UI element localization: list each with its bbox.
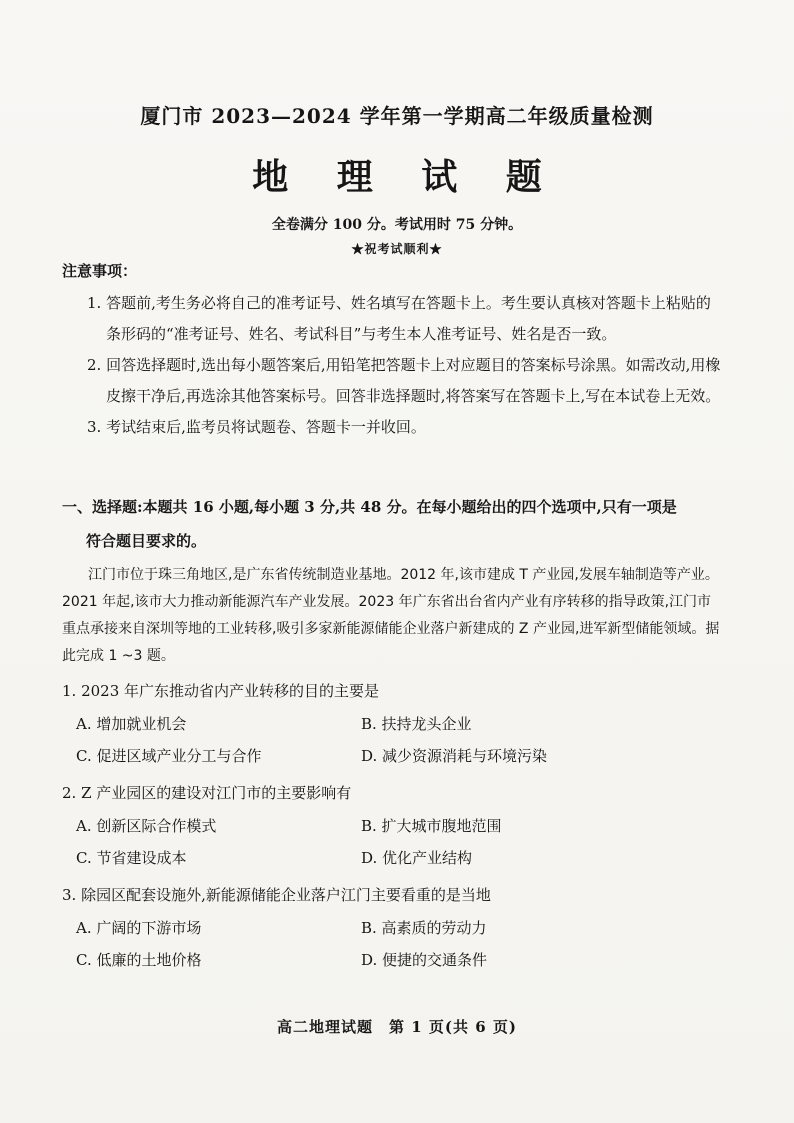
- instruction-item: 2. 回答选择题时,选出每小题答案后,用铅笔把答题卡上对应题目的答案标号涂黑。如需改动,用橡皮擦干净后,再选涂其他答案标号。回答非选择题时,将答案写在答题卡上,写在本试卷上无效。: [87, 356, 721, 405]
- option-a: A. 创新区际合作模式: [76, 817, 217, 835]
- instruction-item: 1. 答题前,考生务必将自己的准考证号、姓名填写在答题卡上。考生要认真核对答题卡上粘贴的条形码的“准考证号、姓名、考试科目”与考生本人准考证号、姓名是否一致。: [87, 294, 711, 343]
- multiple-choice-section: [62, 490, 722, 976]
- instructions-heading: 注意事项：: [62, 262, 138, 280]
- option-a: A. 增加就业机会: [76, 715, 187, 733]
- instruction-item: 3. 考试结束后,监考员将试题卷、答题卡一并收回。: [87, 418, 426, 436]
- question-3: [62, 878, 722, 976]
- reading-passage: 江门市位于珠三角地区,是广东省传统制造业基地。2012 年,该市建成 T 产业园,发展车轴制造等产业。2021 年起,该市大力推动新能源汽车产业发展。2023 年广东省出台省内产业有序转移的指导政策,江门市重点承接来自深圳等地的工业转移,吸引多家新能源储能企业落户新建成的 Z 产业园,进军新型储能领域。据此完成 1 ~3 题。: [62, 567, 720, 664]
- question-stem: 1. 2023 年广东推动省内产业转移的目的主要是: [62, 682, 380, 700]
- subject-title: 地 理 试 题: [252, 156, 560, 198]
- option-d: D. 优化产业结构: [361, 849, 473, 867]
- score-info: 全卷满分 100 分。考试用时 75 分钟。: [271, 217, 523, 233]
- section-heading: [62, 490, 722, 558]
- good-luck-line: ★祝考试顺利★: [351, 242, 443, 256]
- question-options: [62, 708, 722, 772]
- option-d: D. 便捷的交通条件: [361, 951, 488, 969]
- instructions: [62, 258, 722, 443]
- page-footer: 高二地理试题 第 1 页(共 6 页): [277, 1018, 517, 1036]
- section-heading-line2: 符合题目要求的。: [86, 532, 207, 550]
- section-heading-line1: 一、选择题:本题共 16 小题,每小题 3 分,共 48 分。在每小题给出的四个选项中,只有一项是: [62, 498, 677, 516]
- option-c: C. 低廉的土地价格: [76, 951, 202, 969]
- option-d: D. 减少资源消耗与环境污染: [361, 747, 548, 765]
- option-b: B. 高素质的劳动力: [361, 919, 487, 937]
- option-b: B. 扩大城市腹地范围: [361, 817, 502, 835]
- option-c: C. 节省建设成本: [76, 849, 187, 867]
- question-stem: 3. 除园区配套设施外,新能源储能企业落户江门主要看重的是当地: [62, 886, 491, 904]
- question-options: [62, 810, 722, 874]
- question-1: [62, 674, 722, 772]
- question-2: [62, 776, 722, 874]
- exam-title: 厦门市 2023—2024 学年第一学期高二年级质量检测: [140, 104, 654, 128]
- option-b: B. 扶持龙头企业: [361, 715, 472, 733]
- exam-header: [0, 100, 794, 257]
- option-a: A. 广阔的下游市场: [76, 919, 202, 937]
- question-stem: 2. Z 产业园区的建设对江门市的主要影响有: [62, 784, 352, 802]
- option-c: C. 促进区域产业分工与合作: [76, 747, 262, 765]
- question-options: [62, 912, 722, 976]
